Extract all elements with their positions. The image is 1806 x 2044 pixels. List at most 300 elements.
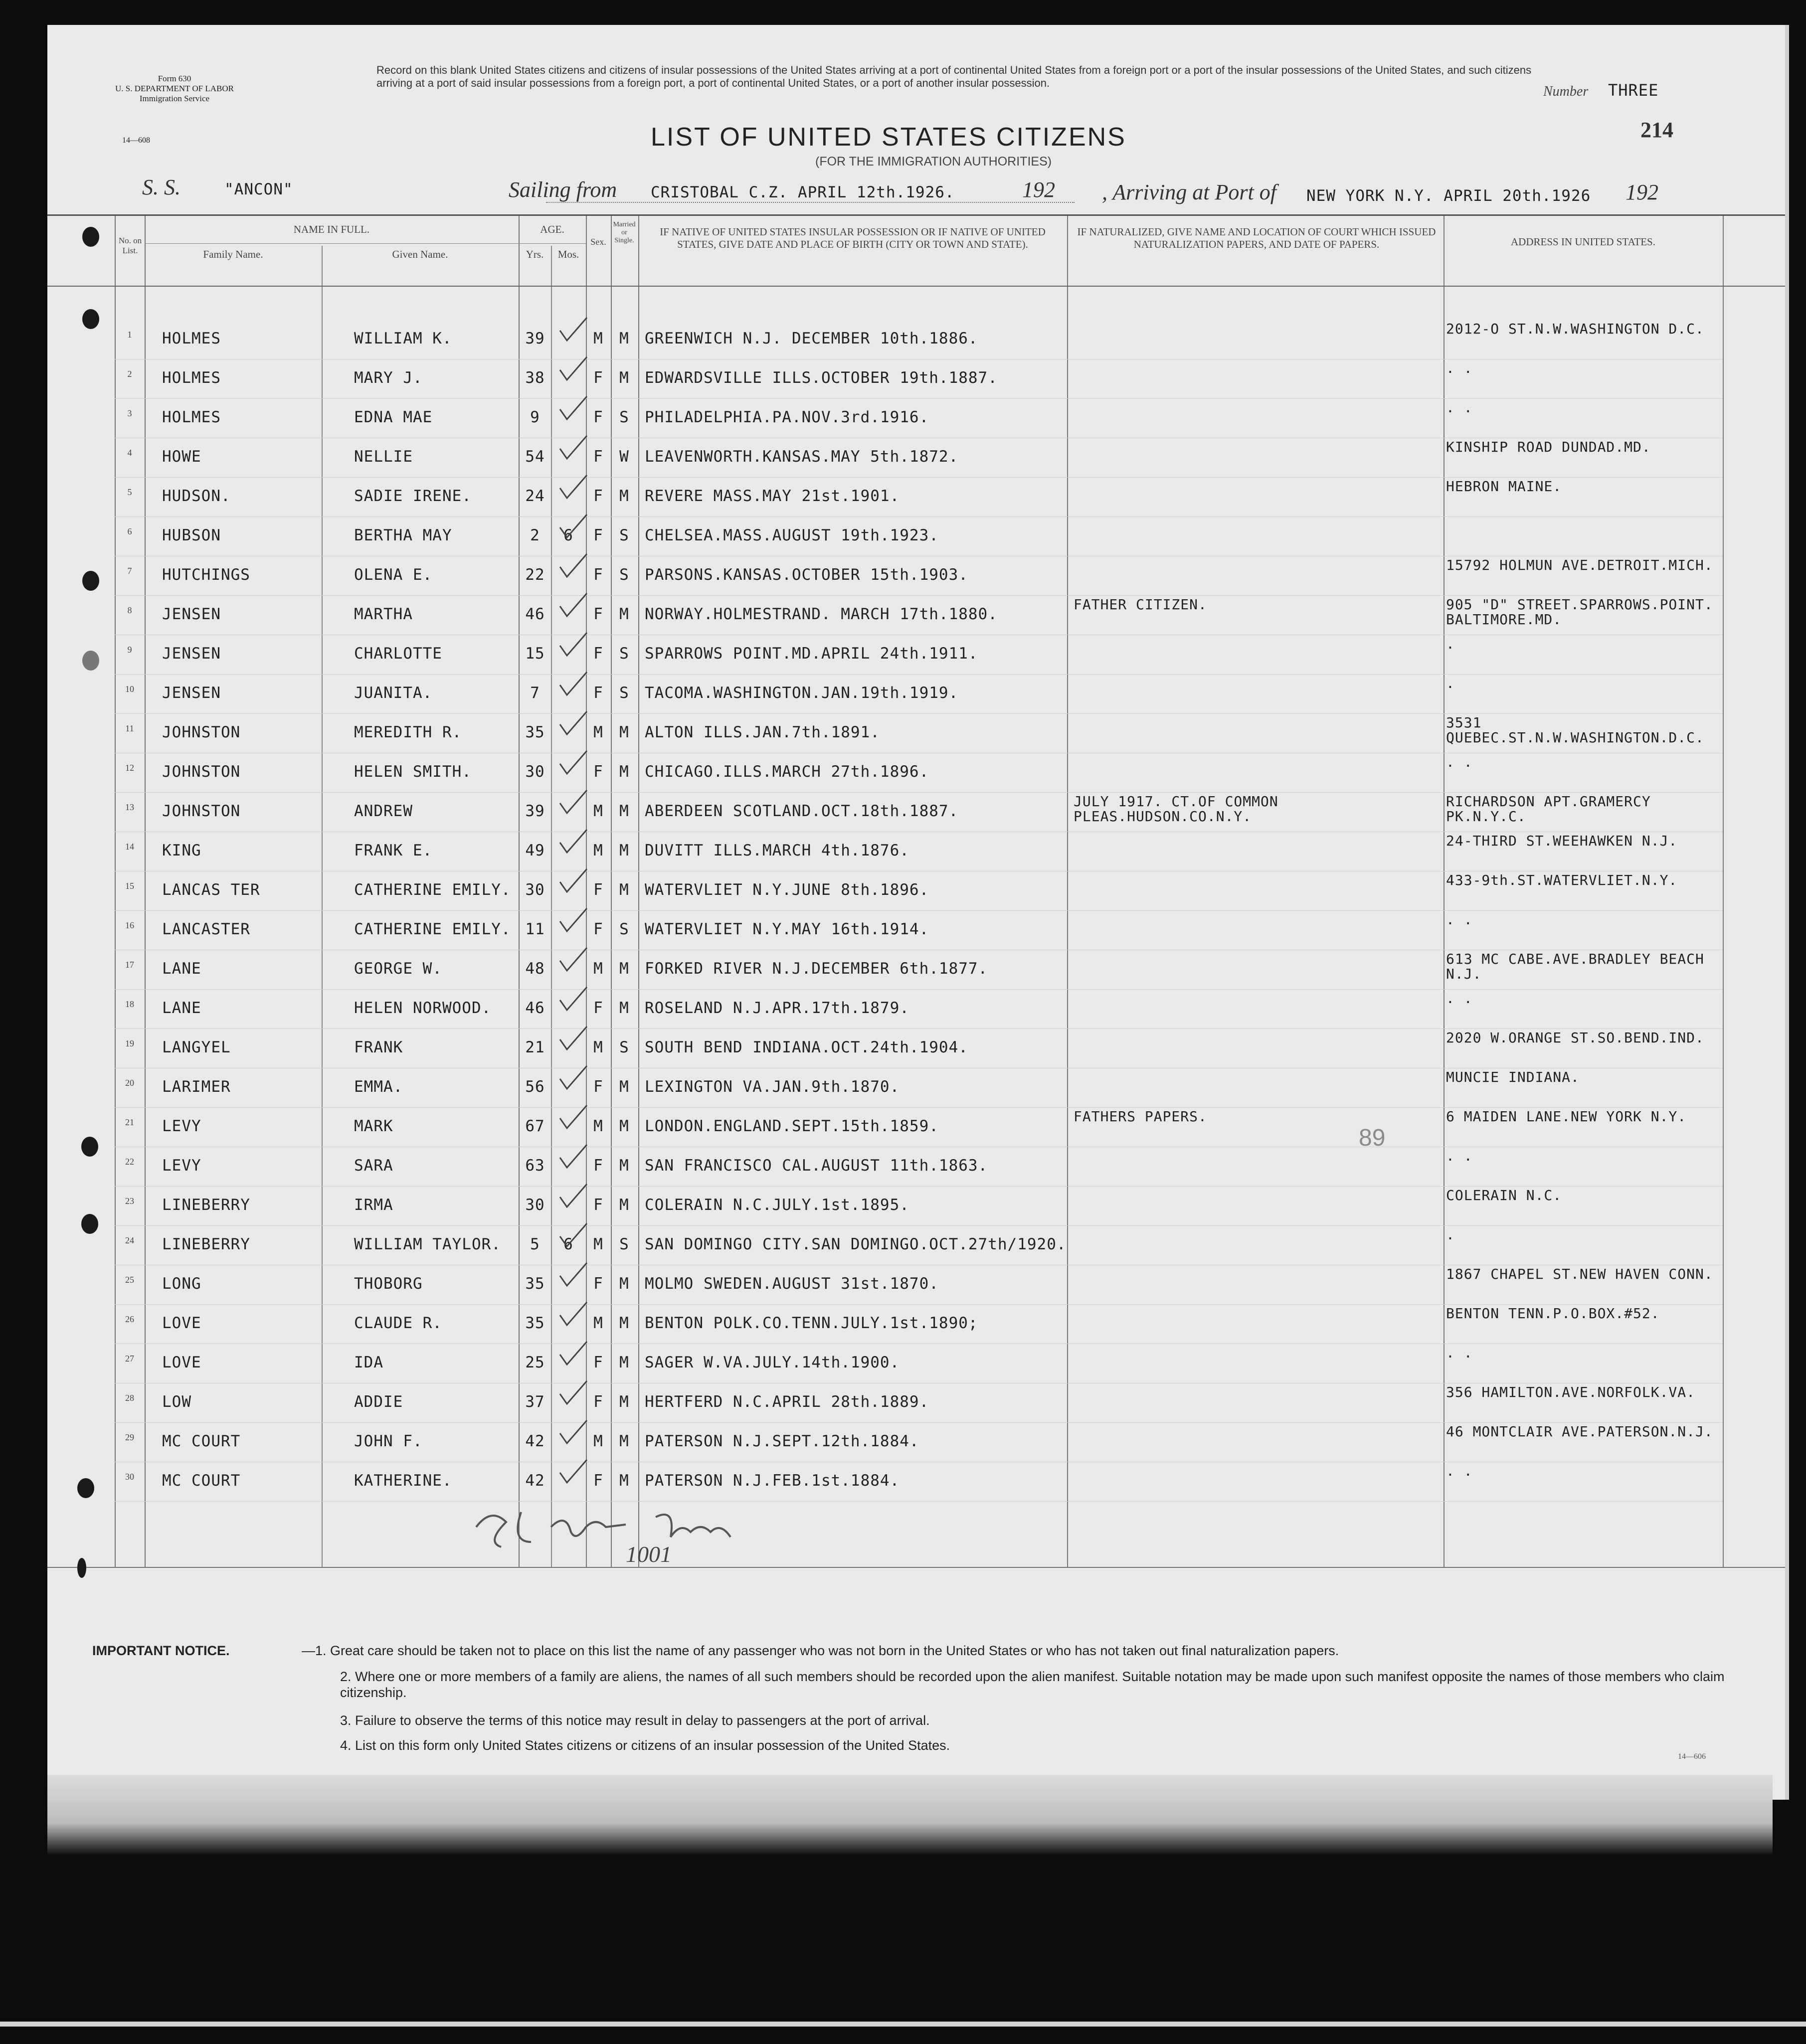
- cell-no: 2: [127, 369, 132, 379]
- cell-ms: S: [619, 526, 629, 544]
- cell-yrs: 5: [530, 1235, 540, 1253]
- cell-ms: M: [619, 842, 629, 859]
- cell-addr: 6 MAIDEN LANE.NEW YORK N.Y.: [1446, 1108, 1687, 1125]
- cell-no: 8: [127, 605, 132, 615]
- cell-sex: F: [593, 999, 603, 1017]
- cell-given: HELEN NORWOOD.: [354, 999, 492, 1017]
- cell-yrs: 35: [525, 1314, 545, 1332]
- cell-no: 10: [125, 684, 134, 694]
- cell-nat: JULY 1917. CT.OF COMMON PLEAS.HUDSON.CO.N.Y.: [1074, 793, 1278, 825]
- cell-family: HUTCHINGS: [162, 566, 250, 584]
- cell-ms: S: [619, 684, 629, 702]
- cell-given: IRMA: [354, 1196, 393, 1214]
- footer-code: 14—606: [1678, 1752, 1706, 1761]
- cell-addr: KINSHIP ROAD DUNDAD.MD.: [1446, 439, 1651, 455]
- cell-given: CLAUDE R.: [354, 1314, 442, 1332]
- scan-line: [0, 2022, 1806, 2027]
- cell-given: EMMA.: [354, 1078, 403, 1096]
- cell-no: 13: [125, 802, 134, 812]
- cell-sex: M: [593, 1038, 603, 1056]
- col-mos: Mos.: [557, 248, 579, 260]
- cell-ms: M: [619, 1472, 629, 1490]
- check-mark-icon: [556, 709, 591, 739]
- sailing-value: CRISTOBAL C.Z. APRIL 12th.1926.: [651, 183, 955, 201]
- cell-no: 28: [125, 1393, 134, 1403]
- cell-sex: M: [593, 1117, 603, 1135]
- check-mark-icon: [556, 867, 591, 897]
- cell-birth: PATERSON N.J.SEPT.12th.1884.: [645, 1432, 919, 1450]
- cell-no: 29: [125, 1432, 134, 1442]
- table-row: [47, 911, 1785, 951]
- citizens-table: [47, 214, 1785, 1568]
- cell-family: JOHNSTON: [162, 802, 241, 820]
- table-row: [47, 1266, 1785, 1305]
- year-suffix-2: 192: [1625, 180, 1658, 204]
- cell-birth: EDWARDSVILLE ILLS.OCTOBER 19th.1887.: [645, 369, 998, 387]
- check-mark-icon: [556, 316, 591, 345]
- cell-family: HOLMES: [162, 408, 221, 426]
- check-mark-icon: [556, 591, 591, 621]
- table-row: [47, 1029, 1785, 1069]
- cell-yrs: 25: [525, 1354, 545, 1371]
- punch-hole: [82, 227, 99, 247]
- cell-birth: CHICAGO.ILLS.MARCH 27th.1896.: [645, 763, 929, 781]
- cell-birth: SPARROWS POINT.MD.APRIL 24th.1911.: [645, 645, 978, 663]
- cell-family: LONG: [162, 1275, 201, 1293]
- cell-birth: ALTON ILLS.JAN.7th.1891.: [645, 723, 880, 741]
- cell-family: LINEBERRY: [162, 1196, 250, 1214]
- cell-given: WILLIAM K.: [354, 330, 452, 347]
- cell-ms: M: [619, 369, 629, 387]
- cell-no: 30: [125, 1472, 134, 1482]
- cell-addr: 1867 CHAPEL ST.NEW HAVEN CONN.: [1446, 1266, 1713, 1282]
- cell-family: LANCASTER: [162, 920, 250, 938]
- cell-birth: SAN FRANCISCO CAL.AUGUST 11th.1863.: [645, 1157, 988, 1175]
- cell-addr: . .: [1446, 990, 1473, 1007]
- cell-sex: M: [593, 330, 603, 347]
- cell-family: HOWE: [162, 448, 201, 466]
- check-mark-icon: [556, 906, 591, 936]
- ss-label: S. S.: [142, 175, 181, 199]
- cell-sex: F: [593, 448, 603, 466]
- table-row: [47, 439, 1785, 478]
- cell-ms: M: [619, 487, 629, 505]
- cell-yrs: 11: [525, 920, 545, 938]
- cell-sex: F: [593, 684, 603, 702]
- table-row: [47, 754, 1785, 793]
- check-mark-icon: [556, 473, 591, 503]
- table-row: [47, 557, 1785, 596]
- cell-no: 26: [125, 1314, 134, 1324]
- cell-birth: WATERVLIET N.Y.MAY 16th.1914.: [645, 920, 929, 938]
- cell-addr: 15792 HOLMUN AVE.DETROIT.MICH.: [1446, 557, 1713, 573]
- cell-ms: M: [619, 999, 629, 1017]
- col-given: Given Name.: [392, 248, 448, 260]
- cell-addr: 3531 QUEBEC.ST.N.W.WASHINGTON.D.C.: [1446, 714, 1704, 746]
- cell-ms: W: [619, 448, 629, 466]
- cell-sex: F: [593, 526, 603, 544]
- cell-addr: 905 "D" STREET.SPARROWS.POINT. BALTIMORE.MD.: [1446, 596, 1713, 628]
- cell-addr: 24-THIRD ST.WEEHAWKEN N.J.: [1446, 833, 1678, 849]
- punch-hole: [82, 571, 99, 591]
- cell-birth: SAN DOMINGO CITY.SAN DOMINGO.OCT.27th/1920.: [645, 1235, 1067, 1253]
- cell-given: NELLIE: [354, 448, 413, 466]
- cell-ms: M: [619, 881, 629, 899]
- cell-family: LANE: [162, 999, 201, 1017]
- cell-addr: 433-9th.ST.WATERVLIET.N.Y.: [1446, 872, 1678, 888]
- cell-given: MARTHA: [354, 605, 413, 623]
- handwritten-count: 1001: [626, 1541, 672, 1567]
- cell-ms: S: [619, 1038, 629, 1056]
- cell-birth: PHILADELPHIA.PA.NOV.3rd.1916.: [645, 408, 929, 426]
- cell-yrs: 42: [525, 1472, 545, 1490]
- cell-birth: SAGER W.VA.JULY.14th.1900.: [645, 1354, 900, 1371]
- cell-no: 17: [125, 960, 134, 970]
- table-row: [47, 675, 1785, 714]
- arriving-value: NEW YORK N.Y. APRIL 20th.1926: [1306, 187, 1591, 205]
- cell-sex: F: [593, 1078, 603, 1096]
- page-title: LIST OF UNITED STATES CITIZENS: [651, 123, 1126, 152]
- cell-birth: ROSELAND N.J.APR.17th.1879.: [645, 999, 909, 1017]
- cell-family: LEVY: [162, 1117, 201, 1135]
- cell-sex: M: [593, 723, 603, 741]
- col-naturalized: IF NATURALIZED, GIVE NAME AND LOCATION OF COURT WHICH ISSUED NATURALIZATION PAPERS, AND DATE OF PAPERS.: [1077, 226, 1436, 250]
- cell-addr: .: [1446, 636, 1455, 652]
- cell-addr: .: [1446, 1226, 1455, 1243]
- check-mark-icon: [556, 828, 591, 857]
- cell-ms: M: [619, 1157, 629, 1175]
- cell-sex: F: [593, 1275, 603, 1293]
- cell-yrs: 63: [525, 1157, 545, 1175]
- cell-family: LOVE: [162, 1314, 201, 1332]
- table-row: [47, 833, 1785, 872]
- table-row: [47, 636, 1785, 675]
- cell-yrs: 38: [525, 369, 545, 387]
- cell-ms: S: [619, 408, 629, 426]
- punch-hole: [82, 651, 99, 671]
- cell-addr: 46 MONTCLAIR AVE.PATERSON.N.J.: [1446, 1423, 1713, 1440]
- handwritten-signature: [466, 1497, 795, 1567]
- cell-addr: . .: [1446, 399, 1473, 416]
- cell-birth: PATERSON N.J.FEB.1st.1884.: [645, 1472, 900, 1490]
- cell-no: 16: [125, 920, 134, 930]
- cell-yrs: 30: [525, 881, 545, 899]
- cell-ms: M: [619, 1078, 629, 1096]
- cell-yrs: 49: [525, 842, 545, 859]
- cell-yrs: 39: [525, 330, 545, 347]
- page-bottom-edge: [47, 1775, 1773, 1855]
- table-row: [47, 793, 1785, 833]
- cell-given: CHARLOTTE: [354, 645, 442, 663]
- col-age: AGE.: [540, 223, 564, 235]
- cell-given: OLENA E.: [354, 566, 433, 584]
- notice-item-4: 4. List on this form only United States citizens or citizens of an insular possession of the United States.: [340, 1738, 950, 1753]
- cell-birth: LEAVENWORTH.KANSAS.MAY 5th.1872.: [645, 448, 959, 466]
- cell-given: JUANITA.: [354, 684, 433, 702]
- cell-sex: F: [593, 1393, 603, 1411]
- notice-item-3: 3. Failure to observe the terms of this notice may result in delay to passengers at the port of arrival.: [340, 1713, 930, 1728]
- cell-sex: F: [593, 487, 603, 505]
- cell-ms: M: [619, 330, 629, 347]
- cell-sex: F: [593, 369, 603, 387]
- number-label: Number: [1543, 84, 1589, 99]
- cell-ms: M: [619, 723, 629, 741]
- check-mark-icon: [556, 1064, 591, 1094]
- cell-birth: NORWAY.HOLMESTRAND. MARCH 17th.1880.: [645, 605, 998, 623]
- cell-sex: F: [593, 763, 603, 781]
- cell-given: JOHN F.: [354, 1432, 423, 1450]
- cell-family: HOLMES: [162, 369, 221, 387]
- cell-yrs: 15: [525, 645, 545, 663]
- punch-hole: [81, 1214, 98, 1234]
- cell-yrs: 54: [525, 448, 545, 466]
- cell-family: HUBSON: [162, 526, 221, 544]
- cell-ms: M: [619, 960, 629, 978]
- form-number: Form 630: [158, 74, 191, 83]
- cell-given: SARA: [354, 1157, 393, 1175]
- table-row: [47, 399, 1785, 439]
- cell-ms: S: [619, 1235, 629, 1253]
- cell-birth: SOUTH BEND INDIANA.OCT.24th.1904.: [645, 1038, 968, 1056]
- cell-addr: 613 MC CABE.AVE.BRADLEY BEACH N.J.: [1446, 951, 1704, 982]
- cell-addr: . .: [1446, 360, 1473, 376]
- form-code: 14—608: [122, 136, 150, 145]
- cell-yrs: 67: [525, 1117, 545, 1135]
- table-row: [47, 990, 1785, 1029]
- cell-sex: M: [593, 842, 603, 859]
- cell-sex: F: [593, 645, 603, 663]
- cell-addr: . .: [1446, 911, 1473, 928]
- cell-yrs: 22: [525, 566, 545, 584]
- cell-yrs: 30: [525, 763, 545, 781]
- table-row: [47, 1423, 1785, 1463]
- cell-given: ANDREW: [354, 802, 413, 820]
- cell-birth: CHELSEA.MASS.AUGUST 19th.1923.: [645, 526, 939, 544]
- punch-hole: [81, 1137, 98, 1157]
- cell-yrs: 37: [525, 1393, 545, 1411]
- cell-family: LOW: [162, 1393, 191, 1411]
- cell-sex: M: [593, 1432, 603, 1450]
- form-identity: [107, 74, 242, 104]
- cell-family: JENSEN: [162, 645, 221, 663]
- cell-no: 18: [125, 999, 134, 1009]
- cell-addr: . .: [1446, 1148, 1473, 1164]
- table-row: [47, 1187, 1785, 1226]
- notice-item-1: —1. Great care should be taken not to place on this list the name of any passenger who was not born in the United States or who has not taken out final naturalization papers.: [302, 1643, 1339, 1658]
- cell-no: 14: [125, 842, 134, 852]
- cell-birth: BENTON POLK.CO.TENN.JULY.1st.1890;: [645, 1314, 978, 1332]
- check-mark-icon: [556, 434, 591, 464]
- cell-yrs: 30: [525, 1196, 545, 1214]
- cell-ms: M: [619, 1393, 629, 1411]
- check-mark-icon: [556, 1182, 591, 1212]
- cell-given: IDA: [354, 1354, 383, 1371]
- punch-hole: [82, 309, 99, 329]
- cell-no: 3: [127, 408, 132, 418]
- cell-addr: 2012-O ST.N.W.WASHINGTON D.C.: [1446, 321, 1704, 337]
- cell-ms: M: [619, 605, 629, 623]
- cell-ms: S: [619, 645, 629, 663]
- cell-sex: F: [593, 605, 603, 623]
- cell-given: HELEN SMITH.: [354, 763, 472, 781]
- punch-hole: [77, 1478, 94, 1498]
- cell-yrs: 56: [525, 1078, 545, 1096]
- cell-nat: FATHERS PAPERS.: [1074, 1108, 1207, 1125]
- check-mark-icon: [556, 355, 591, 385]
- cell-family: KING: [162, 842, 201, 859]
- page-subtitle: (FOR THE IMMIGRATION AUTHORITIES): [815, 155, 1052, 169]
- cell-no: 7: [127, 566, 132, 576]
- cell-sex: F: [593, 1354, 603, 1371]
- cell-no: 9: [127, 645, 132, 655]
- cell-addr: COLERAIN N.C.: [1446, 1187, 1562, 1203]
- check-mark-icon: [556, 512, 591, 542]
- cell-birth: WATERVLIET N.Y.JUNE 8th.1896.: [645, 881, 929, 899]
- cell-no: 24: [125, 1235, 134, 1245]
- cell-birth: TACOMA.WASHINGTON.JAN.19th.1919.: [645, 684, 959, 702]
- table-row: [47, 872, 1785, 911]
- check-mark-icon: [556, 1261, 591, 1291]
- cell-ms: M: [619, 1432, 629, 1450]
- cell-addr: RICHARDSON APT.GRAMERCY PK.N.Y.C.: [1446, 793, 1651, 825]
- cell-addr: HEBRON MAINE.: [1446, 478, 1562, 495]
- cell-given: BERTHA MAY: [354, 526, 452, 544]
- cell-addr: 2020 W.ORANGE ST.SO.BEND.IND.: [1446, 1029, 1704, 1046]
- cell-family: HUDSON.: [162, 487, 231, 505]
- cell-given: CATHERINE EMILY.: [354, 881, 511, 899]
- cell-given: FRANK E.: [354, 842, 433, 859]
- table-row: [47, 360, 1785, 399]
- table-row: [47, 321, 1785, 360]
- cell-yrs: 7: [530, 684, 540, 702]
- cell-family: MC COURT: [162, 1472, 241, 1490]
- cell-no: 6: [127, 526, 132, 536]
- cell-birth: HERTFERD N.C.APRIL 28th.1889.: [645, 1393, 929, 1411]
- cell-given: GEORGE W.: [354, 960, 442, 978]
- table-row: [47, 1069, 1785, 1108]
- table-row: [47, 1108, 1785, 1148]
- cell-yrs: 46: [525, 605, 545, 623]
- check-mark-icon: [556, 1300, 591, 1330]
- cell-given: THOBORG: [354, 1275, 423, 1293]
- cell-mos: 6: [563, 1235, 573, 1253]
- cell-sex: M: [593, 802, 603, 820]
- check-mark-icon: [556, 1103, 591, 1133]
- cell-no: 25: [125, 1275, 134, 1285]
- cell-family: MC COURT: [162, 1432, 241, 1450]
- notice-heading: IMPORTANT NOTICE.: [92, 1643, 230, 1658]
- cell-given: ADDIE: [354, 1393, 403, 1411]
- cell-ms: M: [619, 1196, 629, 1214]
- cell-birth: LEXINGTON VA.JAN.9th.1870.: [645, 1078, 900, 1096]
- cell-given: MARK: [354, 1117, 393, 1135]
- cell-addr: . .: [1446, 754, 1473, 770]
- cell-family: HOLMES: [162, 330, 221, 347]
- col-name-in-full: NAME IN FULL.: [293, 223, 370, 235]
- cell-given: FRANK: [354, 1038, 403, 1056]
- cell-ms: M: [619, 1314, 629, 1332]
- table-row: [47, 714, 1785, 754]
- cell-ms: S: [619, 566, 629, 584]
- cell-no: 12: [125, 763, 134, 773]
- table-row: [47, 1384, 1785, 1423]
- cell-no: 20: [125, 1078, 134, 1088]
- cell-birth: PARSONS.KANSAS.OCTOBER 15th.1903.: [645, 566, 968, 584]
- cell-addr: . .: [1446, 1345, 1473, 1361]
- cell-yrs: 46: [525, 999, 545, 1017]
- cell-no: 5: [127, 487, 132, 497]
- arriving-label: , Arriving at Port of: [1102, 180, 1276, 204]
- check-mark-icon: [556, 1143, 591, 1173]
- cell-family: JOHNSTON: [162, 763, 241, 781]
- cell-no: 23: [125, 1196, 134, 1206]
- cell-sex: M: [593, 960, 603, 978]
- check-mark-icon: [556, 1418, 591, 1448]
- table-row: [47, 1148, 1785, 1187]
- cell-sex: M: [593, 1235, 603, 1253]
- cell-family: LEVY: [162, 1157, 201, 1175]
- check-mark-icon: [556, 552, 591, 582]
- table-row: [47, 1345, 1785, 1384]
- cell-yrs: 35: [525, 723, 545, 741]
- check-mark-icon: [556, 1340, 591, 1369]
- cell-yrs: 24: [525, 487, 545, 505]
- table-row: [47, 596, 1785, 636]
- cell-family: LANE: [162, 960, 201, 978]
- cell-sex: F: [593, 1157, 603, 1175]
- cell-addr: MUNCIE INDIANA.: [1446, 1069, 1580, 1085]
- check-mark-icon: [556, 394, 591, 424]
- cell-yrs: 21: [525, 1038, 545, 1056]
- table-row: [47, 1305, 1785, 1345]
- cell-no: 21: [125, 1117, 134, 1127]
- cell-ms: S: [619, 920, 629, 938]
- cell-no: 1: [127, 330, 132, 340]
- cell-sex: F: [593, 881, 603, 899]
- col-address: ADDRESS IN UNITED STATES.: [1511, 236, 1655, 248]
- cell-family: JENSEN: [162, 684, 221, 702]
- cell-family: LINEBERRY: [162, 1235, 250, 1253]
- cell-sex: M: [593, 1314, 603, 1332]
- col-birth: IF NATIVE OF UNITED STATES INSULAR POSSESSION OR IF NATIVE OF UNITED STATES, GIVE DATE AND PLACE OF BIRTH (CITY OR TOWN AND STATE).: [660, 226, 1046, 250]
- table-row: [47, 951, 1785, 990]
- cell-given: MARY J.: [354, 369, 423, 387]
- service: Immigration Service: [139, 94, 210, 103]
- cell-birth: COLERAIN N.C.JULY.1st.1895.: [645, 1196, 909, 1214]
- check-mark-icon: [556, 788, 591, 818]
- cell-given: KATHERINE.: [354, 1472, 452, 1490]
- cell-sex: F: [593, 1472, 603, 1490]
- number-value: THREE: [1608, 81, 1659, 100]
- cell-ms: M: [619, 1354, 629, 1371]
- department: U. S. DEPARTMENT OF LABOR: [115, 84, 234, 93]
- ship-line: [546, 202, 1075, 203]
- cell-birth: REVERE MASS.MAY 21st.1901.: [645, 487, 900, 505]
- cell-given: WILLIAM TAYLOR.: [354, 1235, 501, 1253]
- col-married: Married or Single.: [613, 221, 636, 244]
- cell-yrs: 9: [530, 408, 540, 426]
- cell-sex: F: [593, 408, 603, 426]
- cell-no: 27: [125, 1354, 134, 1363]
- check-mark-icon: [556, 1379, 591, 1409]
- cell-no: 19: [125, 1038, 134, 1048]
- cell-given: CATHERINE EMILY.: [354, 920, 511, 938]
- cell-sex: F: [593, 1196, 603, 1214]
- cell-yrs: 42: [525, 1432, 545, 1450]
- cell-sex: F: [593, 920, 603, 938]
- year-suffix-1: 192: [1022, 177, 1055, 202]
- cell-family: LARIMER: [162, 1078, 231, 1096]
